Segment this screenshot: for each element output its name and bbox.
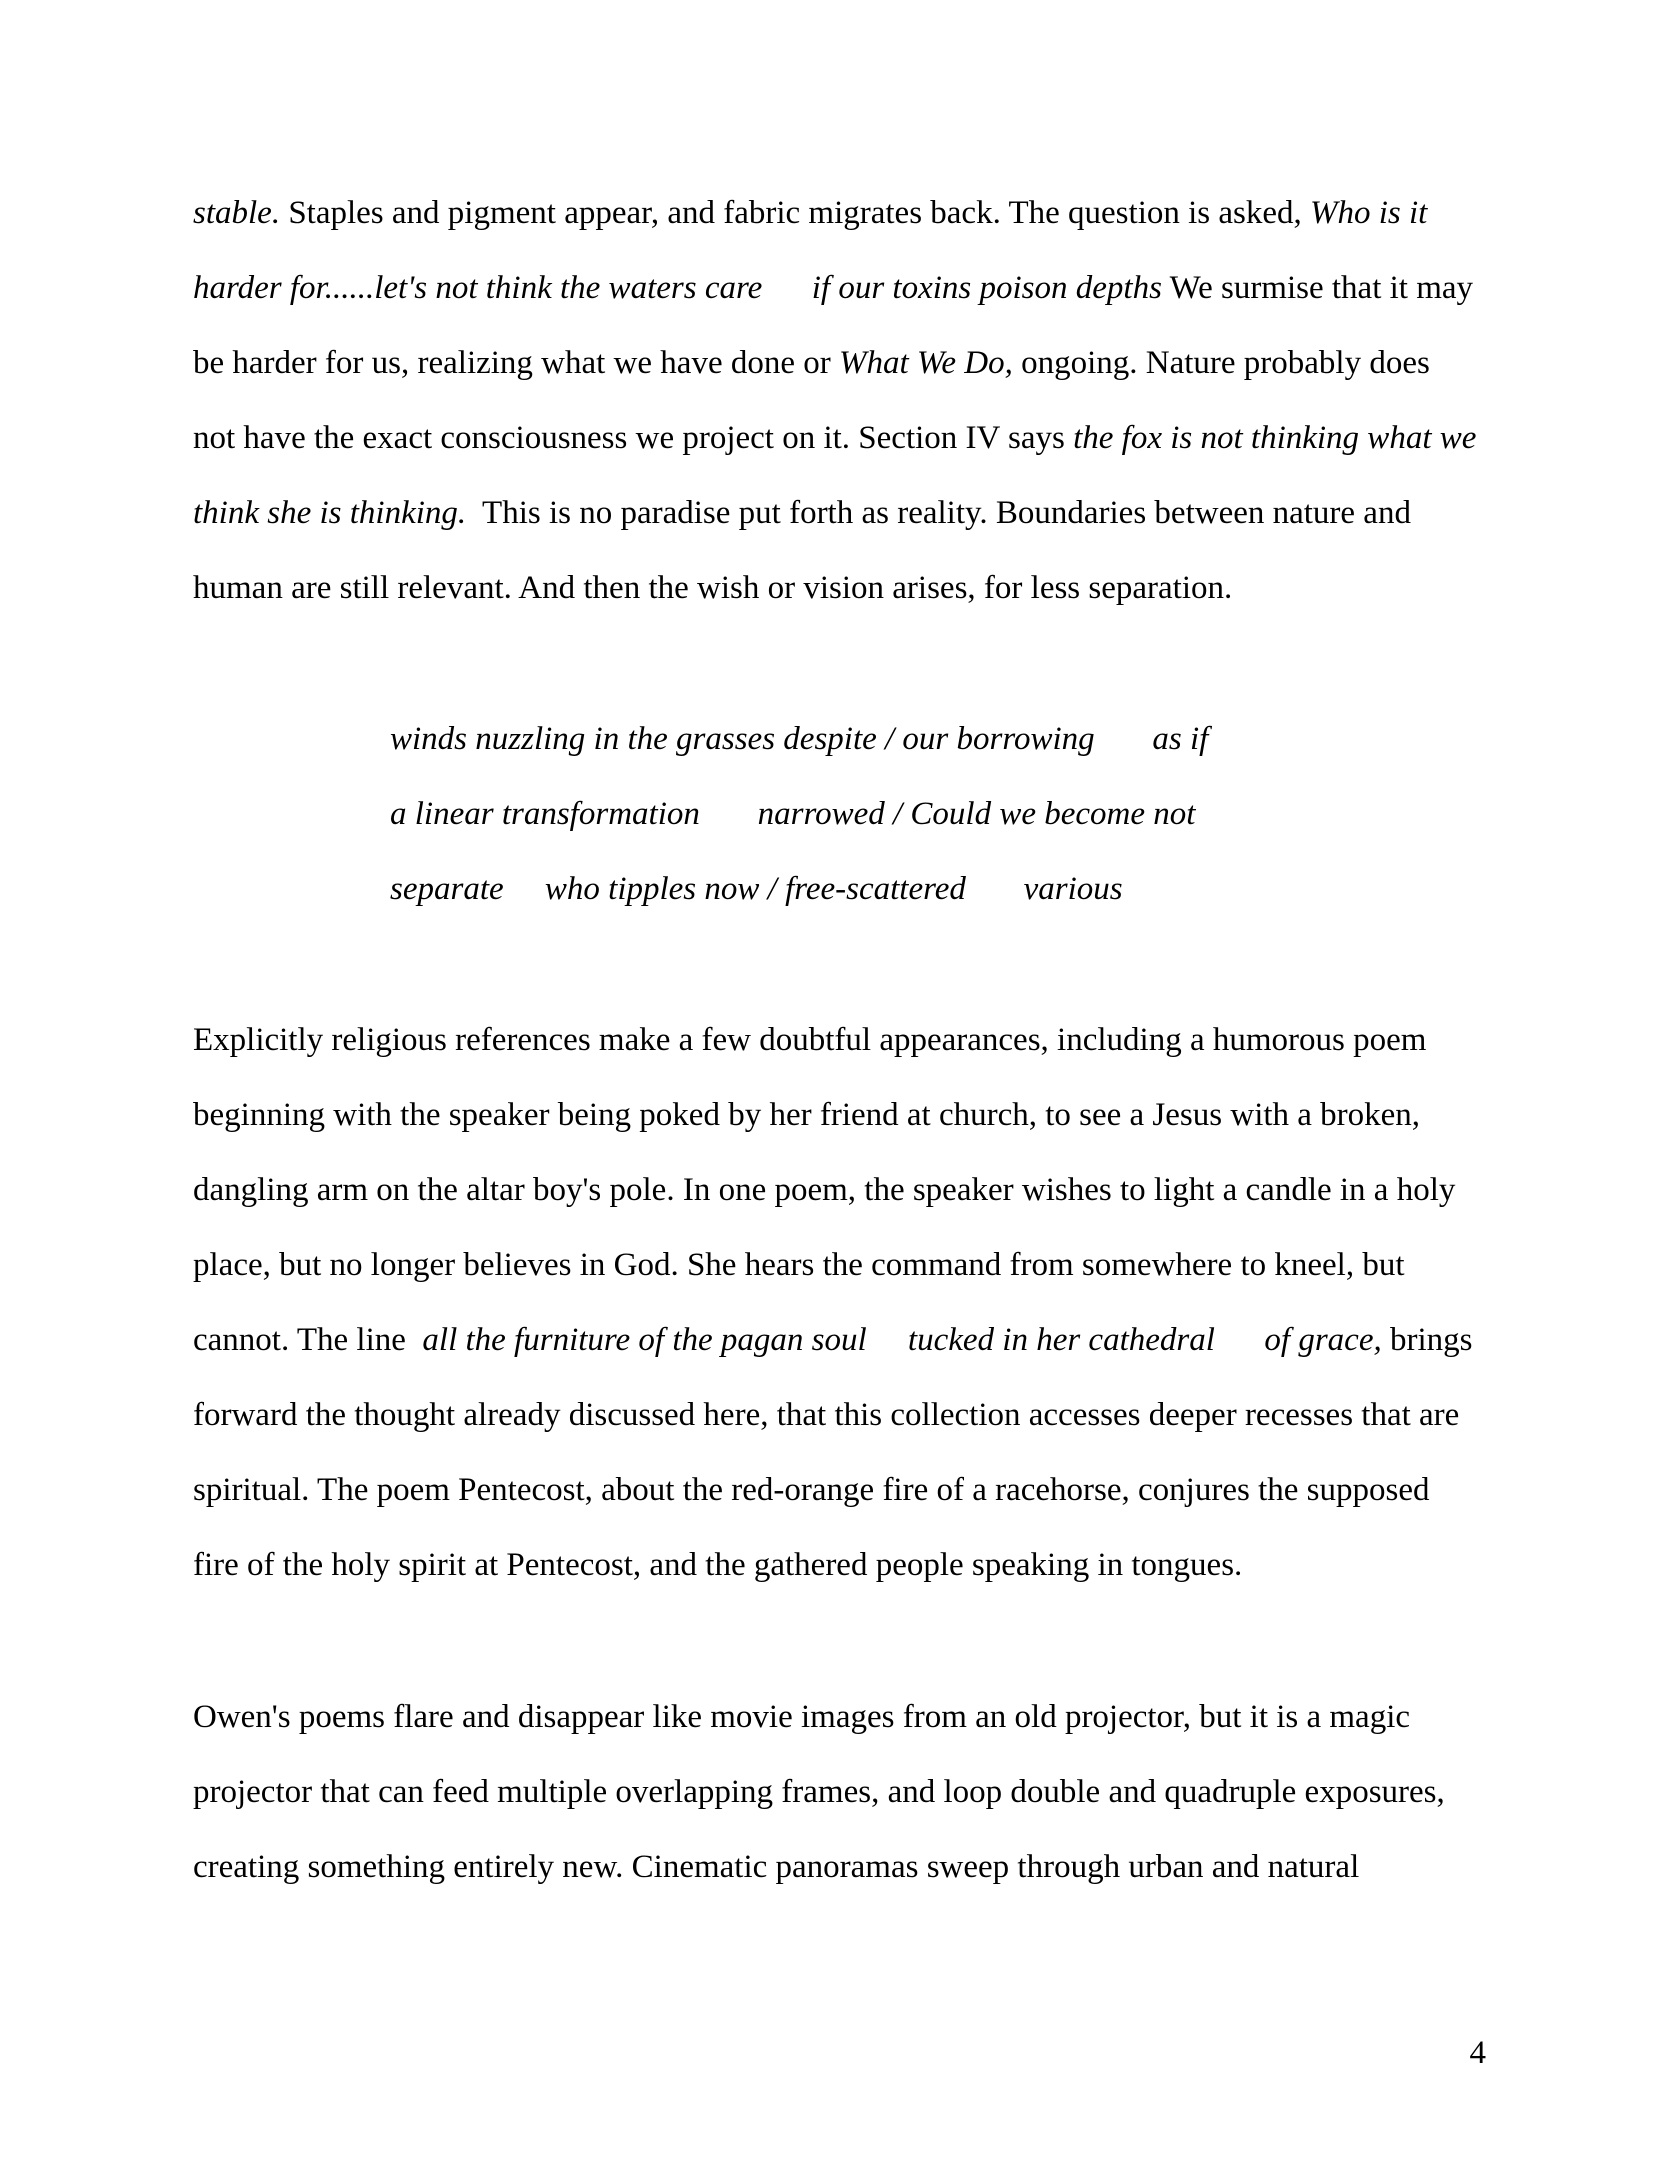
italic-quote: the fox is not thinking what we [1073, 420, 1477, 456]
body-text: ongoing. Nature probably does [1012, 345, 1430, 381]
body-text: Explicitly religious references make a few doubtful appearances, including a humorous poem [193, 1022, 1427, 1058]
body-text: forward the thought already discussed here, that this collection accesses deeper recesses that are [193, 1397, 1460, 1433]
paragraph-3-line-2 [193, 1772, 1445, 1812]
poem-excerpt-line-3 [390, 869, 1123, 909]
paragraph-2-line-6 [193, 1395, 1459, 1435]
body-text: spiritual. The poem Pentecost, about the red-orange fire of a racehorse, conjures the supposed [193, 1472, 1430, 1508]
poem-line: winds nuzzling in the grasses despite / our borrowing as if [390, 721, 1209, 757]
paragraph-2-line-4 [193, 1245, 1405, 1285]
paragraph-3-line-3 [193, 1847, 1359, 1887]
body-text: Staples and pigment appear, and fabric migrates back. The question is asked, [280, 195, 1311, 231]
body-text: place, but no longer believes in God. She hears the command from somewhere to kneel, but [193, 1247, 1405, 1283]
body-text: brings [1381, 1322, 1473, 1358]
italic-quote: What We Do, [838, 345, 1013, 381]
paragraph-3-line-1 [193, 1697, 1410, 1737]
body-text: dangling arm on the altar boy's pole. In one poem, the speaker wishes to light a candle in a holy [193, 1172, 1456, 1208]
paragraph-1-line-6 [193, 568, 1232, 608]
body-text: cannot. The line [193, 1322, 423, 1358]
paragraph-2-line-8 [193, 1545, 1242, 1585]
paragraph-1-line-4 [193, 418, 1476, 458]
paragraph-2-line-3 [193, 1170, 1455, 1210]
paragraph-1-line-5 [193, 493, 1411, 533]
italic-quote: stable. [193, 195, 281, 231]
poem-excerpt-line-1 [390, 719, 1208, 759]
body-text: beginning with the speaker being poked by her friend at church, to see a Jesus with a broken, [193, 1097, 1421, 1133]
body-text: Owen's poems flare and disappear like movie images from an old projector, but it is a magic [193, 1699, 1411, 1735]
poem-line: separate who tipples now / free-scattered various [390, 871, 1123, 907]
body-text: not have the exact consciousness we project on it. Section IV says [193, 420, 1074, 456]
body-text: fire of the holy spirit at Pentecost, and the gathered people speaking in tongues. [193, 1547, 1243, 1583]
paragraph-1-line-1 [193, 193, 1427, 233]
body-text: human are still relevant. And then the wish or vision arises, for less separation. [193, 570, 1233, 606]
body-text: We surmise that it may [1161, 270, 1474, 306]
body-text: be harder for us, realizing what we have done or [193, 345, 839, 381]
paragraph-2-line-7 [193, 1470, 1429, 1510]
paragraph-2-line-5 [193, 1320, 1472, 1360]
paragraph-2-line-2 [193, 1095, 1420, 1135]
body-text: creating something entirely new. Cinematic panoramas sweep through urban and natural [193, 1849, 1360, 1885]
paragraph-2-line-1 [193, 1020, 1426, 1060]
poem-line: a linear transformation narrowed / Could we become not [390, 796, 1196, 832]
body-text: This is no paradise put forth as reality. Boundaries between nature and [466, 495, 1411, 531]
italic-quote: think she is thinking. [193, 495, 467, 531]
paragraph-1-line-2 [193, 268, 1473, 308]
body-text: projector that can feed multiple overlapping frames, and loop double and quadruple exposures, [193, 1774, 1445, 1810]
paragraph-1-line-3 [193, 343, 1430, 383]
italic-quote: harder for......let's not think the waters care if our toxins poison depths [193, 270, 1162, 306]
page-number: 4 [1469, 2035, 1486, 2071]
italic-quote: all the furniture of the pagan soul tucked in her cathedral of grace, [422, 1322, 1382, 1358]
poem-excerpt-line-2 [390, 794, 1195, 834]
italic-quote: Who is it [1310, 195, 1428, 231]
